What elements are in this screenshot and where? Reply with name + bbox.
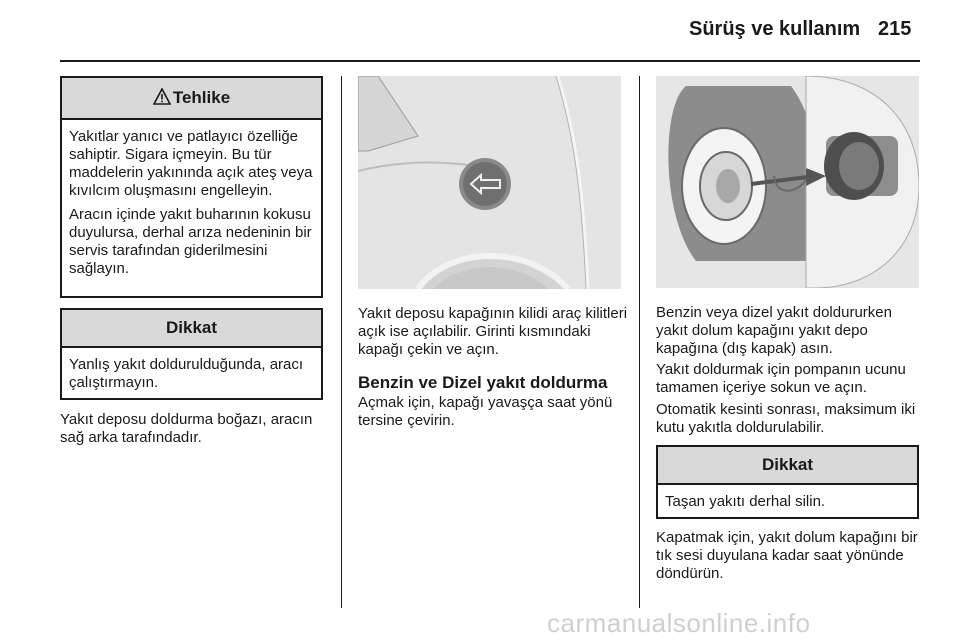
header-rule <box>60 60 920 62</box>
header-title: Sürüş ve kullanım <box>689 18 861 40</box>
caution-box <box>60 308 323 400</box>
column-divider-1 <box>341 76 342 608</box>
caution-box-title: Dikkat <box>62 310 321 348</box>
fuel-cap-image <box>656 76 919 288</box>
danger-paragraph: Aracın içinde yakıt buharının kokusu duyulursa, derhal arıza nedeninin bir servis tarafından giderilmesini sağlayın. <box>69 206 312 277</box>
close-cap-text: Kapatmak için, yakıt dolum kapağını bir tık sesi duyulana kadar saat yönünde döndürün. <box>656 529 918 582</box>
insert-nozzle-text: Yakıt doldurmak için pompanın ucunu tamamen içeriye sokun ve açın. <box>656 361 906 396</box>
car-fuel-door-image <box>358 76 621 289</box>
auto-cutoff-text: Otomatik kesinti sonrası, maksimum iki kutu yakıtla doldurulabilir. <box>656 401 916 436</box>
caution-box-body: Yanlış yakıt doldurulduğunda, aracı çalıştırmayın. <box>69 356 304 391</box>
watermark: carmanualsonline.info <box>547 608 811 638</box>
hang-cap-text: Benzin veya dizel yakıt doldururken yakıt dolum kapağını yakıt depo kapağına (dış kapak) asın. <box>656 304 892 357</box>
column-divider-2 <box>639 76 640 608</box>
caution-box-2-title: Dikkat <box>658 447 917 485</box>
warning-triangle-icon <box>153 80 171 120</box>
caution-box-2-body: Taşan yakıtı derhal silin. <box>665 493 826 510</box>
open-cap-text: Açmak için, kapağı yavaşça saat yönü tersine çevirin. <box>358 394 613 429</box>
caution-box-2 <box>656 445 919 519</box>
danger-box-header <box>62 78 321 120</box>
danger-box-title: Tehlike <box>172 88 231 107</box>
danger-paragraph: Yakıtlar yanıcı ve patlayıcı özelliğe sahiptir. Sigara içmeyin. Bu tür maddelerin yakınında açık ateş veya kıvılcım oluşmasını engelleyin. <box>69 128 313 199</box>
danger-box-body <box>62 120 321 284</box>
page-number: 215 <box>878 18 912 40</box>
section-heading: Benzin ve Dizel yakıt doldurma <box>358 373 608 392</box>
danger-box <box>60 76 323 298</box>
fuel-door-unlock-text: Yakıt deposu kapağının kilidi araç kilitleri açık ise açılabilir. Girinti kısmındaki kapağı çekin ve açın. <box>358 305 628 358</box>
fuel-filler-location-text: Yakıt deposu doldurma boğazı, aracın sağ arka tarafındadır. <box>60 411 313 446</box>
